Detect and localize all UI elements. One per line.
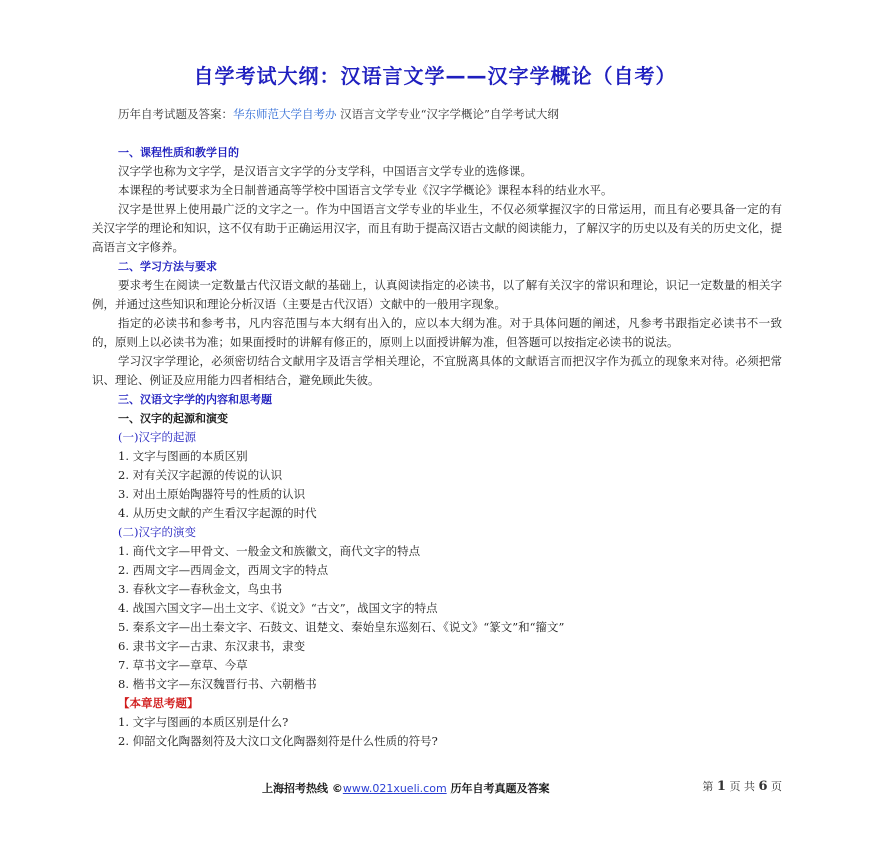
document-body xyxy=(92,143,782,751)
list-item: 2. 西周文字—西周金文，西周文字的特点 xyxy=(118,563,329,577)
footer-right-text: 历年自考真题及答案 xyxy=(446,782,550,795)
page-mid: 页 共 xyxy=(725,780,759,793)
subsection-evolution: (二)汉字的演变 xyxy=(118,525,196,539)
question-item: 1. 文字与图画的本质区别是什么? xyxy=(118,715,289,729)
subsection-origin: (一)汉字的起源 xyxy=(118,430,196,444)
intro-link[interactable]: 华东师范大学自考办 xyxy=(233,107,337,121)
list-item: 7. 草书文字—章草、今草 xyxy=(118,658,248,672)
section-heading-3: 三、汉语文字学的内容和思考题 xyxy=(118,393,272,406)
paragraph: 学习汉字学理论，必须密切结合文献用字及语言学相关理论，不宜脱离具体的文献语言而把汉字作为孤立的现象来对待。必须把常识、理论、例证及应用能力四者相结合，避免顾此失彼。 xyxy=(92,354,782,387)
footer-credit xyxy=(262,780,550,796)
paragraph: 汉字学也称为文字学，是汉语言文字学的分支学科，中国语言文学专业的选修课。 xyxy=(118,164,532,178)
paragraph: 指定的必读书和参考书，凡内容范围与本大纲有出入的，应以本大纲为准。对于具体问题的阐述，凡参考书跟指定必读书不一致的，原则上以必读书为准；如果面授时的讲解有修正的，原则上以面授讲解为准，但答题可以按指定必读书的说法。 xyxy=(92,316,782,349)
section-heading-1: 一、课程性质和教学目的 xyxy=(118,146,239,159)
intro-prefix: 历年自考试题及答案： xyxy=(118,107,233,121)
footer-link[interactable]: www.021xueli.com xyxy=(342,782,447,795)
page-number xyxy=(702,778,782,794)
list-item: 4. 从历史文献的产生看汉字起源的时代 xyxy=(118,506,317,520)
footer-left-text: 上海招考热线 © xyxy=(262,782,343,795)
chapter-questions-heading: 【本章思考题】 xyxy=(118,696,199,710)
page-footer xyxy=(0,776,870,798)
list-item: 3. 对出土原始陶器符号的性质的认识 xyxy=(118,487,306,501)
intro-line xyxy=(118,106,559,122)
chapter-heading: 一、汉字的起源和演变 xyxy=(118,412,228,425)
current-page: 1 xyxy=(716,779,726,794)
list-item: 4. 战国六国文字—出土文字、《说文》“古文”，战国文字的特点 xyxy=(118,601,438,615)
list-item: 2. 对有关汉字起源的传说的认识 xyxy=(118,468,283,482)
total-pages: 6 xyxy=(758,779,768,794)
paragraph: 汉字是世界上使用最广泛的文字之一。作为中国语言文学专业的毕业生，不仅必须掌握汉字的日常运用，而且有必要具备一定的有关汉字学的理论和知识，这不仅有助于正确运用汉字，而且有助于提高汉语古文献的阅读能力，了解汉字的历史以及有关的历史文化，提高语言文字修养。 xyxy=(92,202,782,254)
page-suffix: 页 xyxy=(767,780,782,793)
list-item: 6. 隶书文字—古隶、东汉隶书，隶变 xyxy=(118,639,306,653)
document-title: 自学考试大纲：汉语言文学——汉字学概论（自考） xyxy=(193,64,677,88)
list-item: 3. 春秋文字—春秋金文，鸟虫书 xyxy=(118,582,283,596)
paragraph: 本课程的考试要求为全日制普通高等学校中国语言文学专业《汉字学概论》课程本科的结业水平。 xyxy=(118,183,613,197)
section-heading-2: 二、学习方法与要求 xyxy=(118,260,217,273)
paragraph: 要求考生在阅读一定数量古代汉语文献的基础上，认真阅读指定的必读书，以了解有关汉字的常识和理论，识记一定数量的相关字例，并通过这些知识和理论分析汉语（主要是古代汉语）文献中的一般用字现象。 xyxy=(92,278,782,311)
intro-suffix: 汉语言文学专业“汉字学概论”自学考试大纲 xyxy=(336,107,559,121)
list-item: 8. 楷书文字—东汉魏晋行书、六朝楷书 xyxy=(118,677,317,691)
list-item: 5. 秦系文字—出土秦文字、石鼓文、诅楚文、秦始皇东巡刻石、《说文》“篆文”和“籀文” xyxy=(118,620,565,634)
list-item: 1. 文字与图画的本质区别 xyxy=(118,449,248,463)
list-item: 1. 商代文字—甲骨文、一般金文和族徽文，商代文字的特点 xyxy=(118,544,421,558)
question-item: 2. 仰韶文化陶器刻符及大汶口文化陶器刻符是什么性质的符号? xyxy=(118,734,438,748)
page-prefix: 第 xyxy=(702,780,717,793)
